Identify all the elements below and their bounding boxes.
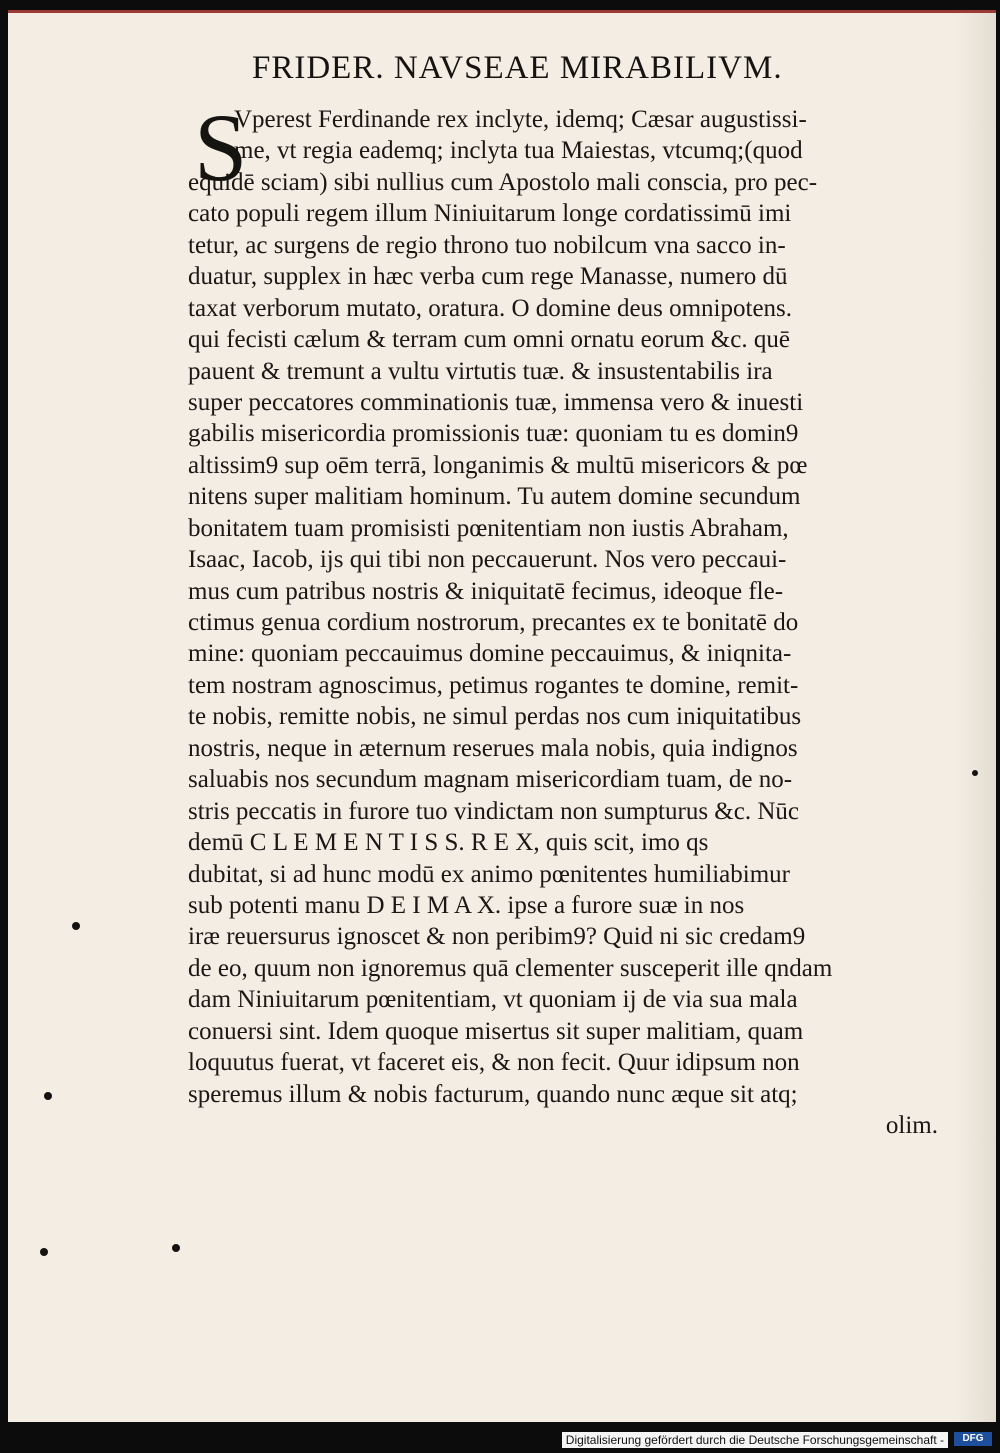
text-line: tetur, ac surgens de regio throno tuo nobilcum vna sacco in- [188, 231, 786, 259]
text-line: super peccatores comminationis tuæ, immensa vero & inuesti [188, 388, 804, 416]
text-line: equidē sciam) sibi nullius cum Apostolo mali conscia, pro pec- [188, 168, 818, 196]
text-line: ctimus genua cordium nostrorum, precantes ex te bonitatē do [188, 609, 799, 636]
text-line: nostris, neque in æternum reserues mala nobis, quia indignos [188, 734, 798, 762]
text-line: dubitat, si ad hunc modū ex animo pœnitentes humiliabimur [188, 860, 790, 888]
drop-cap-initial: S [194, 94, 248, 201]
body-text [188, 94, 958, 1141]
text-line: demū C L E M E N T I S S. R E X, quis scit, imo qs [188, 829, 709, 857]
text-line: duatur, supplex in hæc verba cum rege Manasse, numero dū [188, 263, 788, 291]
margin-mark [44, 1092, 52, 1100]
text-line: gabilis misericordia promissionis tuæ: quoniam tu es domin9 [188, 420, 799, 448]
text-line: Vperest Ferdinande rex inclyte, idemq; Cæsar augustissi- [234, 106, 807, 133]
text-line: conuersi sint. Idem quoque misertus sit super malitiam, quam [188, 1017, 804, 1045]
dfg-logo: DFG [954, 1432, 992, 1446]
margin-mark [172, 1244, 180, 1252]
text-line: iræ reuersurus ignoscet & non peribim9? Quid ni sic credam9 [188, 923, 806, 951]
text-line: sub potenti manu D E I M A X. ipse a furore suæ in nos [188, 891, 745, 919]
text-line: saluabis nos secundum magnam misericordiam tuam, de no- [188, 766, 793, 794]
margin-mark [72, 922, 80, 930]
funding-notice: Digitalisierung gefördert durch die Deutsche Forschungsgemeinschaft - [562, 1432, 948, 1448]
text-line: cato populi regem illum Niniuitarum longe cordatissimū imi [188, 200, 792, 228]
text-line: mus cum patribus nostris & iniquitatē fecimus, ideoque fle- [188, 577, 784, 605]
text-line: dam Niniuitarum pœnitentiam, vt quoniam ij de via sua mala [188, 986, 798, 1014]
margin-mark [40, 1248, 48, 1256]
margin-mark [972, 770, 978, 776]
text-line: stris peccatis in furore tuo vindictam non sumpturus &c. Nūc [188, 797, 799, 825]
text-line: me, vt regia eademq; inclyta tua Maiestas, vtcumq;(quod [234, 137, 803, 165]
text-line: altissim9 sup oēm terrā, longanimis & multū misericors & pœ [188, 451, 808, 479]
text-line: taxat verborum mutato, oratura. O domine deus omnipotens. [188, 294, 793, 322]
text-line: pauent & tremunt a vultu virtutis tuæ. & insustentabilis ira [188, 357, 773, 385]
text-line: de eo, quum non ignoremus quā clementer susceperit ille qndam [188, 954, 833, 982]
text-line: speremus illum & nobis facturum, quando nunc æque sit atq; [188, 1080, 798, 1108]
text-line: nitens super malitiam hominum. Tu autem domine secundum [188, 483, 801, 511]
text-line: tem nostram agnoscimus, petimus rogantes te domine, remit- [188, 671, 799, 699]
running-head: FRIDER. NAVSEAE MIRABILIVM. [252, 50, 783, 86]
text-line: qui fecisti cælum & terram cum omni ornatu eorum &c. quē [188, 326, 790, 354]
text-line: Isaac, Iacob, ijs qui tibi non peccauerunt. Nos vero peccaui- [188, 546, 787, 574]
catchword: olim. [885, 1112, 938, 1139]
text-line: loquutus fuerat, vt faceret eis, & non fecit. Quur idipsum non [188, 1049, 800, 1077]
text-line: mine: quoniam peccauimus domine peccauimus, & iniqnita- [188, 640, 792, 668]
text-line: bonitatem tuam promisisti pœnitentiam non iustis Abraham, [188, 514, 789, 542]
text-line: te nobis, remitte nobis, ne simul perdas nos cum iniquitatibus [188, 703, 802, 731]
page-edge-shade [956, 13, 996, 1422]
